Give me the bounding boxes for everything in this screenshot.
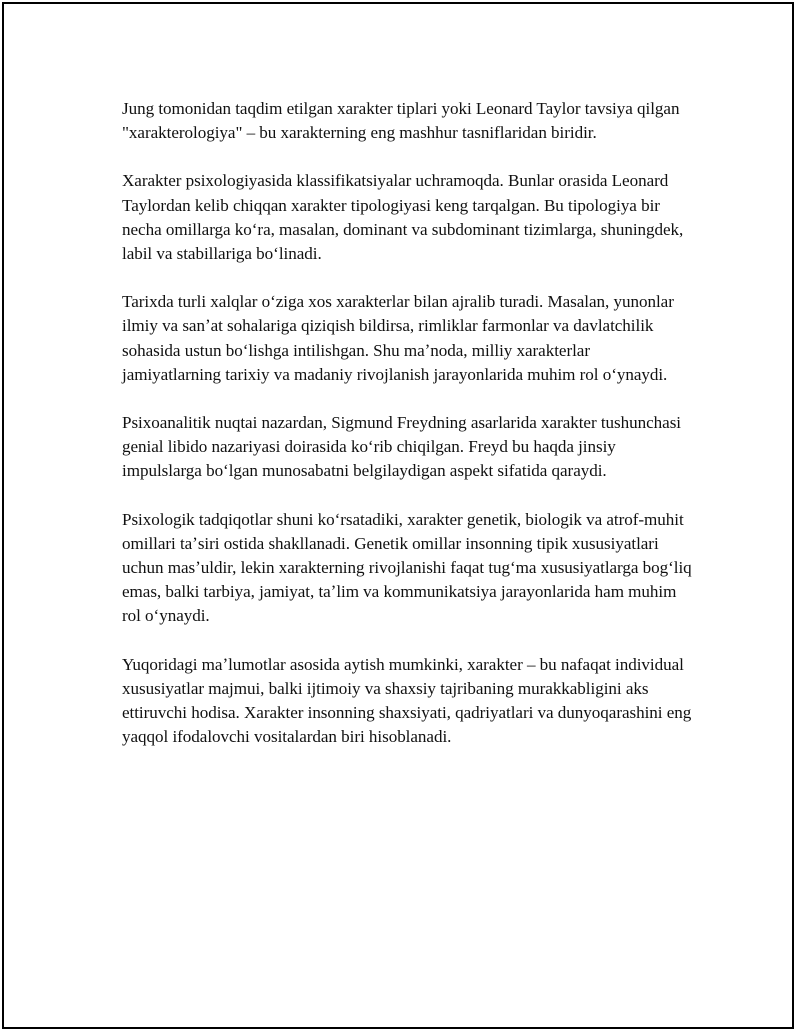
paragraph-2: Xarakter psixologiyasida klassifikatsiyalar uchramoqda. Bunlar orasida Leonard Taylordan kelib chiqqan xarakter tipologiyasi keng tarqalgan. Bu tipologiya bir necha omillarga koʻra, masalan, dominant va subdominant tizimlarga, shuningdek, labil va stabillariga boʻlinadi.: [122, 171, 684, 264]
paragraph-3: Tarixda turli xalqlar oʻziga xos xarakterlar bilan ajralib turadi. Masalan, yunonlar ilmiy va sanʼat sohalariga qiziqish bildirsa, rimliklar farmonlar va davlatchilik sohasida ustun boʻlishga intilishgan. Shu maʼnoda, milliy xarakterlar jamiyatlarning tarixiy va madaniy rivojlanish jarayonlarida muhim rol oʻynaydi.: [122, 292, 674, 384]
document-body: [122, 97, 692, 773]
paragraph-4: Psixoanalitik nuqtai nazardan, Sigmund Freydning asarlarida xarakter tushunchasi genial libido nazariyasi doirasida koʻrib chiqilgan. Freyd bu haqda jinsiy impulslarga boʻlgan munosabatni belgilaydigan aspekt sifatida qaraydi.: [122, 413, 682, 481]
page-frame: [2, 2, 794, 1029]
paragraph-6: Yuqoridagi maʼlumotlar asosida aytish mumkinki, xarakter – bu nafaqat individual xususiyatlar majmui, balki ijtimoiy va shaxsiy tajribaning murakkabligini aks ettiruvchi hodisa. Xarakter insonning shaxsiyati, qadriyatlari va dunyoqarashini eng yaqqol ifodalovchi vositalardan biri hisoblanadi.: [122, 654, 692, 747]
paragraph-1: Jung tomonidan taqdim etilgan xarakter tiplari yoki Leonard Taylor tavsiya qilgan "xarakterologiya" – bu xarakterning eng mashhur tasniflaridan biridir.: [122, 99, 680, 143]
paragraph-5: Psixologik tadqiqotlar shuni koʻrsatadiki, xarakter genetik, biologik va atrof-muhit omillari taʼsiri ostida shakllanadi. Genetik omillar insonning tipik xususiyatlari uchun masʼuldir, lekin xarakterning rivojlanishi faqat tugʻma xususiyatlarga bogʻliq emas, balki tarbiya, jamiyat, taʼlim va kommunikatsiya jarayonlarida ham muhim rol oʻynaydi.: [122, 509, 692, 626]
